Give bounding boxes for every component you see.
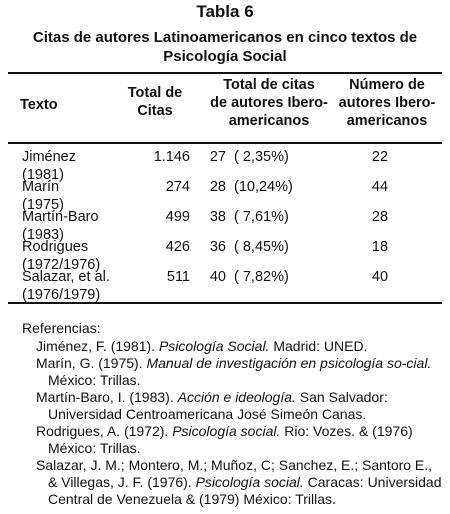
header-rule	[8, 142, 442, 144]
table-title: Tabla 6	[196, 2, 254, 21]
cell-numero: 18	[371, 239, 389, 255]
cell-numero: 44	[371, 179, 389, 195]
header-ibero-line-3: americanos	[228, 113, 310, 129]
caption-line-2: Psicología Social	[163, 48, 287, 65]
cell-autor	[22, 268, 132, 304]
ref-author: Martín-Baro, I. (1983).	[36, 389, 178, 405]
cell-porcentaje: ( 7,82%)	[234, 269, 289, 285]
reference-item	[22, 355, 442, 389]
reference-item	[22, 338, 442, 355]
cell-citas: 36	[209, 239, 226, 255]
header-total-line-1: Total de	[127, 85, 183, 101]
header-numero-autores	[330, 76, 444, 130]
cell-total: 274	[165, 179, 190, 195]
ref-title: Psicología social.	[172, 423, 281, 439]
cell-porcentaje: ( 7,61%)	[234, 209, 289, 225]
header-ibero-line-1: Total de citas	[223, 77, 315, 93]
table-row	[0, 268, 450, 304]
cell-porcentaje: ( 8,45%)	[234, 239, 289, 255]
cell-total: 499	[165, 209, 190, 225]
cell-numero: 28	[371, 209, 389, 225]
ref-title: Psicología Social.	[158, 338, 270, 354]
reference-item	[22, 423, 442, 457]
ref-author: Marín, G. (1975).	[36, 355, 147, 371]
autor-name: Salazar, et al.	[22, 269, 110, 285]
cell-citas: 38	[209, 209, 226, 225]
ref-publisher: Rio: Vozes. & (1976) México: Trillas.	[48, 423, 413, 456]
header-numero-line-3: americanos	[346, 113, 428, 129]
ref-title: Acción e ideología.	[177, 389, 296, 405]
ref-publisher: México: Trillas.	[48, 372, 141, 388]
autor-year: (1983)	[22, 227, 64, 243]
autor-year: (1976/1979)	[22, 287, 101, 303]
cell-citas: 28	[209, 179, 226, 195]
cell-numero: 40	[371, 269, 389, 285]
header-texto: Texto	[20, 97, 58, 113]
cell-numero: 22	[371, 149, 389, 165]
autor-year: (1972/1976)	[22, 257, 101, 273]
references-heading: Referencias:	[22, 320, 101, 336]
reference-item	[22, 389, 442, 423]
header-ibero-line-2: de autores Ibero-	[210, 95, 328, 111]
ref-author: Salazar, J. M.; Montero, M.; Muñoz, C; Sanchez, E.; Santoro E., & Villegas, J. F. (1976).	[36, 457, 433, 490]
cell-citas: 27	[209, 149, 226, 165]
reference-item	[22, 457, 442, 508]
caption-line-1: Citas de autores Latinoamericanos en cinco textos de	[32, 29, 418, 46]
cell-total: 1.146	[153, 149, 190, 165]
header-numero-line-2: autores Ibero-	[338, 95, 436, 111]
header-numero-line-1: Número de	[349, 77, 425, 93]
ref-publisher: Caracas: Universidad Central de Venezuela & (1979) México: Trillas.	[48, 474, 442, 507]
header-total-citas	[118, 84, 192, 120]
ref-title: Manual de investigación en psicología so-cial.	[146, 355, 432, 371]
cell-citas: 40	[209, 269, 226, 285]
ref-publisher: San Salvador: Universidad Centroamericana José Simeón Canas.	[48, 389, 388, 422]
autor-name: Rodrigues	[22, 239, 89, 255]
cell-total: 511	[166, 269, 190, 285]
autor-year: (1981)	[22, 167, 64, 183]
references-section	[22, 320, 442, 508]
ref-title: Psicología social.	[195, 474, 304, 490]
ref-publisher: Madrid: UNED.	[269, 338, 368, 354]
top-rule	[8, 72, 442, 74]
cell-total: 426	[165, 239, 190, 255]
header-citas-iberoamericanos	[194, 76, 344, 130]
header-total-line-2: Citas	[137, 103, 173, 119]
ref-author: Jiménez, F. (1981).	[36, 338, 159, 354]
autor-name: Marín	[22, 179, 60, 195]
cell-porcentaje: ( 2,35%)	[234, 149, 289, 165]
autor-name: Martín-Baro	[22, 209, 99, 225]
autor-year: (1975)	[22, 197, 64, 213]
bottom-rule	[8, 302, 442, 304]
autor-name: Jiménez	[22, 149, 76, 165]
ref-author: Rodrigues, A. (1972).	[36, 423, 173, 439]
table-caption	[10, 28, 440, 66]
cell-porcentaje: (10,24%)	[234, 179, 293, 195]
